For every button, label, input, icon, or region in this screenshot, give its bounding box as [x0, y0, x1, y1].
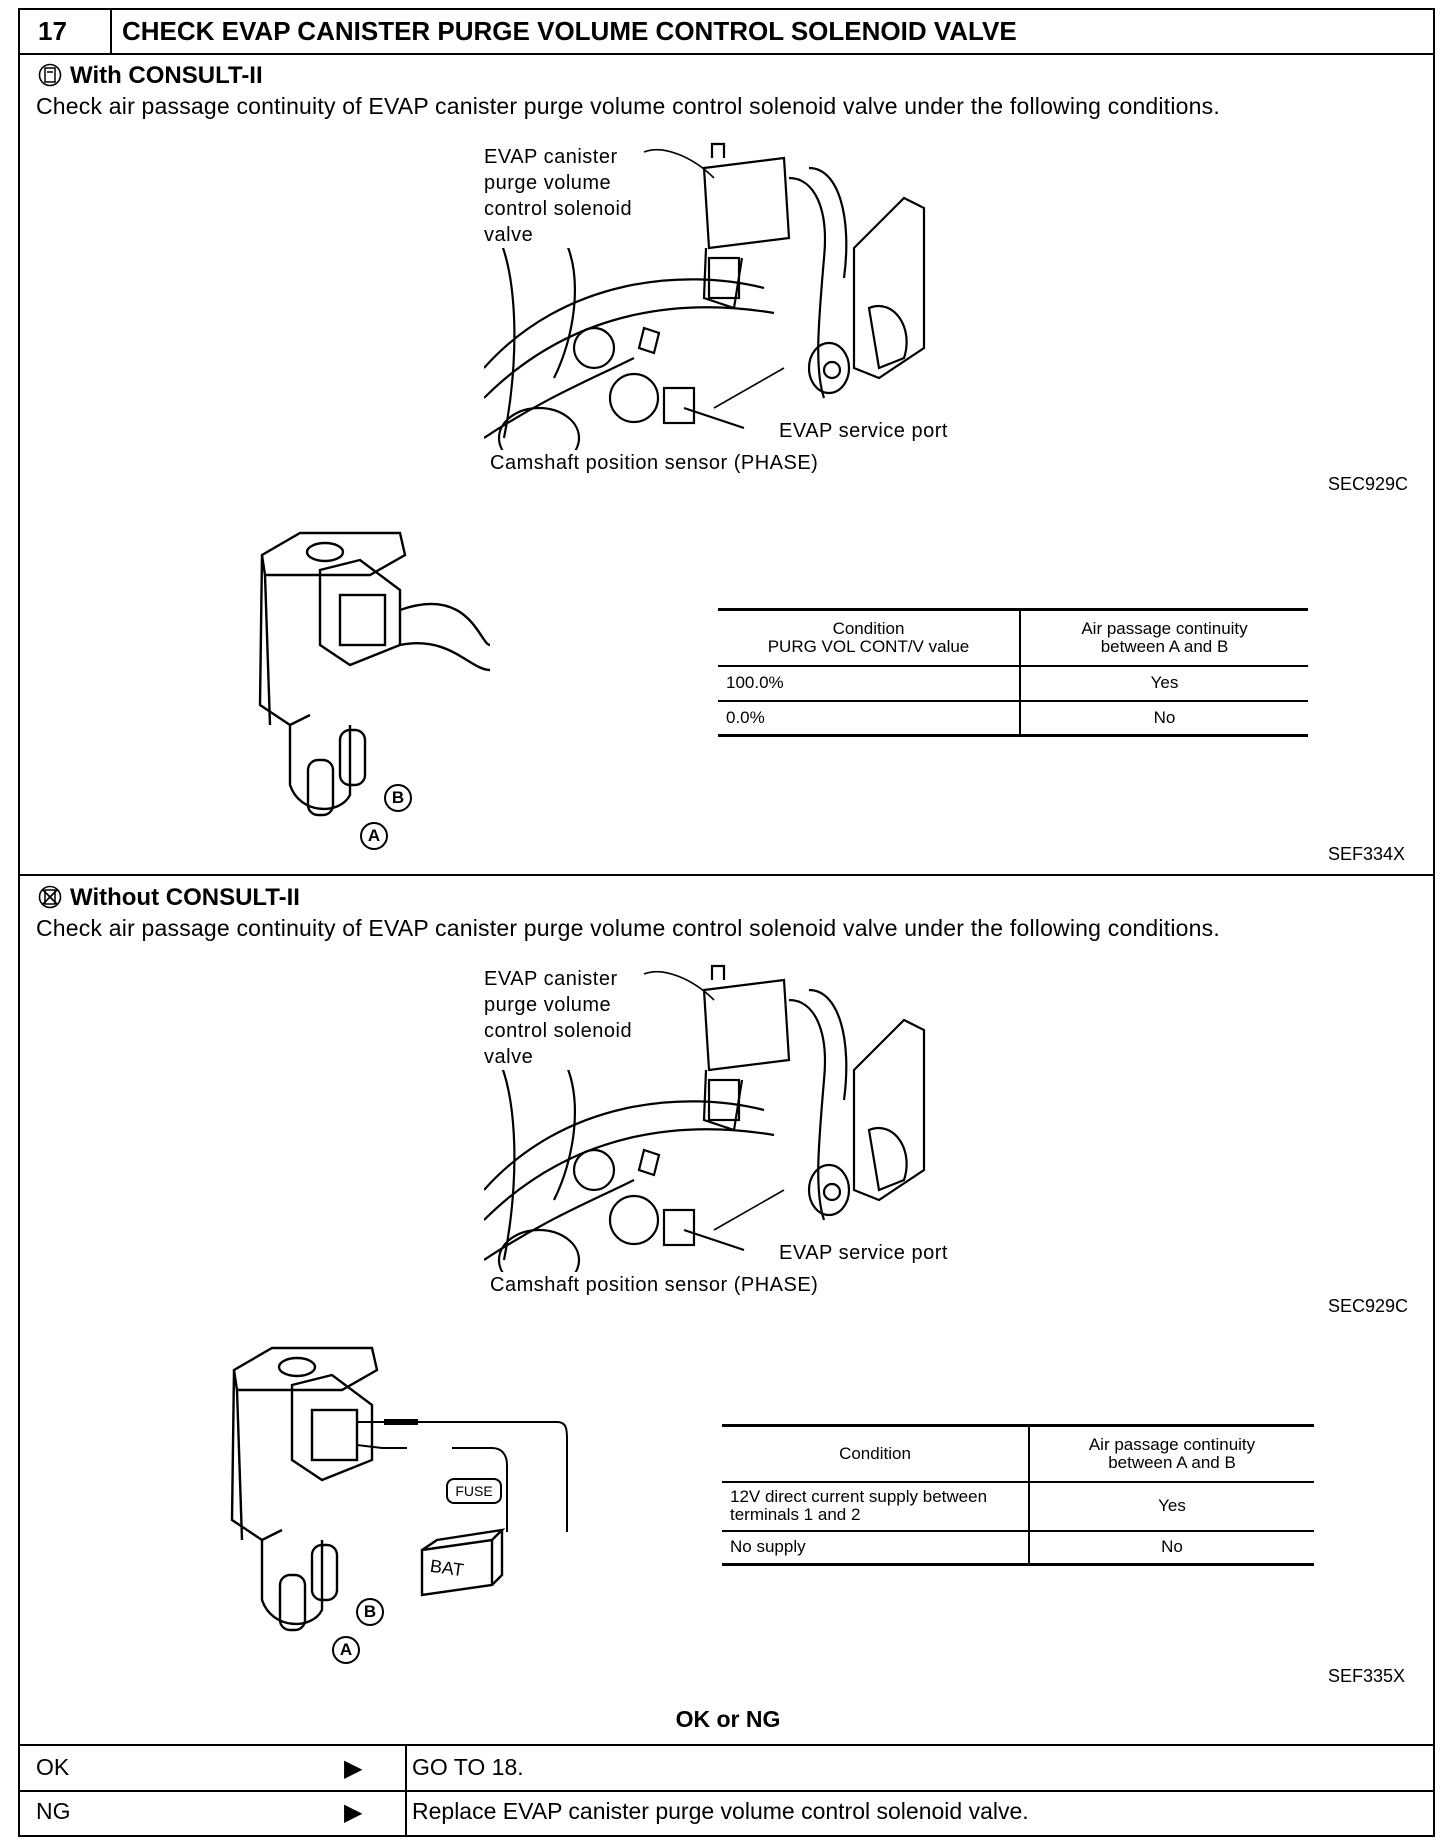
table2-row1-condition: 12V direct current supply between terminals 1 and 2 — [722, 1482, 1029, 1531]
result-ng-label: NG — [36, 1798, 71, 1824]
solenoid-valve-battery-illustration — [222, 1340, 602, 1670]
table1-row2-result: No — [1020, 701, 1308, 736]
table2-row1-result: Yes — [1029, 1482, 1314, 1531]
table1-header-condition: Condition PURG VOL CONT/V value — [718, 610, 1020, 666]
condition-table-1 — [718, 608, 1308, 737]
consult-icon — [38, 63, 62, 87]
arrow-right-icon: ▶ — [344, 1755, 363, 1782]
valve-figure-2 — [222, 1340, 602, 1670]
table2-header-row — [722, 1426, 1314, 1482]
solenoid-valve-illustration — [250, 525, 500, 855]
port-b-label-2: B — [356, 1598, 384, 1626]
figure-code-sef335x: SEF335X — [1328, 1666, 1406, 1686]
result-ng-action: Replace EVAP canister purge volume control solenoid valve. — [412, 1798, 1029, 1824]
table-row — [718, 666, 1308, 701]
photo2-camshaft-label: Camshaft position sensor (PHASE) — [490, 1272, 821, 1298]
port-a-label-2: A — [332, 1636, 360, 1664]
figure-code-sec929c-1: SEC929C — [1328, 474, 1409, 494]
photo2-valve-label: EVAP canister purge volume control solenoid valve — [484, 966, 636, 1070]
condition-table-2 — [722, 1424, 1314, 1566]
no-consult-icon — [38, 885, 62, 909]
section1-instruction: Check air passage continuity of EVAP canister purge volume control solenoid valve under the following conditions. — [36, 93, 1220, 119]
photo1-valve-label: EVAP canister purge volume control solenoid valve — [484, 144, 636, 248]
table1-row1-condition: 100.0% — [718, 666, 1020, 701]
figure-code-sef334x: SEF334X — [1328, 844, 1406, 864]
table2-header-result: Air passage continuity between A and B — [1029, 1426, 1314, 1482]
step-title: CHECK EVAP CANISTER PURGE VOLUME CONTROL SOLENOID VALVE — [122, 16, 1017, 46]
result-heading: OK or NG — [675, 1706, 781, 1732]
header-divider — [110, 8, 112, 53]
header-rule — [18, 53, 1435, 55]
table1-row2-condition: 0.0% — [718, 701, 1020, 736]
port-a-label-1: A — [360, 822, 388, 850]
probe-icon — [384, 1419, 418, 1425]
section-with-consult-title: With CONSULT-II — [38, 62, 263, 90]
result-divider — [405, 1744, 407, 1837]
step-number: 17 — [38, 16, 67, 46]
fuse-label: FUSE — [446, 1478, 502, 1504]
table1-header-row — [718, 610, 1308, 666]
result-rule-top — [18, 1744, 1435, 1746]
result-ok-label: OK — [36, 1754, 70, 1780]
result-rule-mid — [18, 1790, 1435, 1792]
table2-header-condition: Condition — [722, 1426, 1029, 1482]
arrow-right-icon: ▶ — [344, 1799, 363, 1826]
result-ok-action: GO TO 18. — [412, 1754, 524, 1780]
photo2-service-port-label: EVAP service port — [776, 1240, 951, 1266]
section2-instruction: Check air passage continuity of EVAP canister purge volume control solenoid valve under the following conditions. — [36, 915, 1220, 941]
battery-label: BAT — [428, 1555, 465, 1581]
table-row — [722, 1482, 1314, 1531]
table2-row2-condition: No supply — [722, 1531, 1029, 1565]
port-b-label-1: B — [384, 784, 412, 812]
table1-header-result: Air passage continuity between A and B — [1020, 610, 1308, 666]
table2-row2-result: No — [1029, 1531, 1314, 1565]
table1-row1-result: Yes — [1020, 666, 1308, 701]
figure-code-sec929c-2: SEC929C — [1328, 1296, 1409, 1316]
section-divider — [18, 874, 1435, 876]
photo1-service-port-label: EVAP service port — [776, 418, 951, 444]
valve-figure-1 — [250, 525, 500, 855]
photo1-camshaft-label: Camshaft position sensor (PHASE) — [490, 450, 821, 476]
section-without-consult-title: Without CONSULT-II — [38, 884, 300, 912]
table-row — [718, 701, 1308, 736]
table-row — [722, 1531, 1314, 1565]
